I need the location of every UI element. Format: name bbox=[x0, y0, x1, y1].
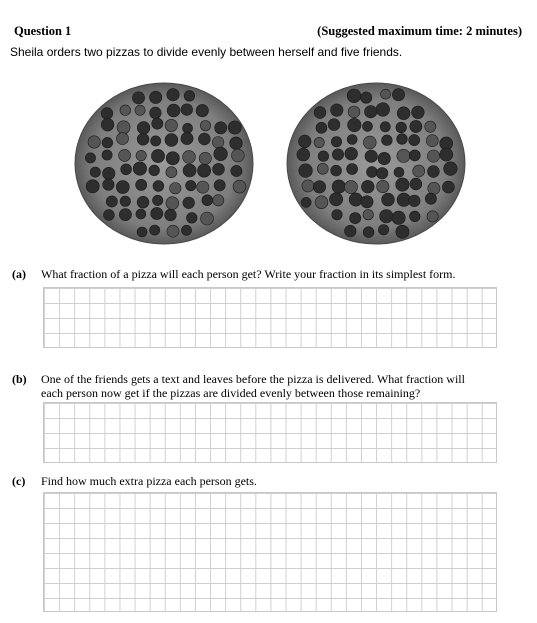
pepperoni-slice bbox=[137, 122, 150, 135]
pepperoni-slice bbox=[380, 210, 393, 223]
pepperoni-slice bbox=[413, 165, 425, 177]
pepperoni-slice bbox=[345, 147, 358, 160]
pepperoni-slice bbox=[316, 122, 327, 133]
pepperoni-slice bbox=[215, 122, 227, 134]
pepperoni-slice bbox=[376, 103, 390, 117]
pepperoni-slice bbox=[442, 181, 454, 193]
pepperoni-slice bbox=[101, 108, 113, 120]
part-c-text: Find how much extra pizza each person gets. bbox=[41, 474, 257, 488]
pepperoni-slice bbox=[330, 193, 343, 206]
pepperoni-slice bbox=[120, 196, 130, 206]
pepperoni-slice bbox=[150, 91, 162, 103]
pepperoni-slice bbox=[361, 196, 373, 208]
pepperoni-slice bbox=[313, 181, 325, 193]
pepperoni-slice bbox=[86, 180, 99, 193]
pepperoni-slice bbox=[135, 105, 145, 115]
pepperoni-slice bbox=[347, 164, 358, 175]
pepperoni-slice bbox=[427, 150, 439, 162]
pepperoni-slice bbox=[167, 225, 179, 237]
pepperoni-slice bbox=[202, 195, 213, 206]
pepperoni-slice bbox=[183, 164, 196, 177]
pepperoni-slice bbox=[116, 181, 129, 194]
pepperoni-slice bbox=[381, 89, 391, 99]
pizza-image bbox=[286, 82, 466, 245]
pepperoni-slice bbox=[363, 121, 373, 131]
answer-grid-c[interactable] bbox=[43, 492, 497, 612]
pepperoni-slice bbox=[315, 196, 328, 209]
pepperoni-slice bbox=[183, 197, 195, 209]
pepperoni-slice bbox=[117, 121, 130, 134]
pepperoni-slice bbox=[137, 196, 149, 208]
part-a-text: What fraction of a pizza will each person get? Write your fraction in its simplest form. bbox=[41, 267, 456, 281]
pepperoni-slice bbox=[152, 118, 163, 129]
pepperoni-slice bbox=[181, 104, 193, 116]
pepperoni-slice bbox=[181, 132, 193, 144]
pepperoni-slice bbox=[165, 134, 178, 147]
pepperoni-slice bbox=[428, 182, 440, 194]
part-a-letter: (a) bbox=[12, 267, 26, 281]
pepperoni-slice bbox=[200, 121, 210, 131]
pepperoni-slice bbox=[119, 209, 131, 221]
pepperoni-slice bbox=[196, 104, 208, 116]
pepperoni-slice bbox=[199, 133, 211, 145]
pepperoni-slice bbox=[397, 134, 408, 145]
pepperoni-slice bbox=[198, 164, 211, 177]
pepperoni-slice bbox=[183, 151, 196, 164]
pepperoni-slice bbox=[380, 122, 390, 132]
pepperoni-slice bbox=[347, 89, 361, 103]
pepperoni-slice bbox=[425, 121, 436, 132]
pepperoni-slice bbox=[101, 118, 114, 131]
pepperoni-slice bbox=[165, 119, 177, 131]
pepperoni-slice bbox=[378, 152, 390, 164]
pepperoni-slice bbox=[332, 210, 342, 220]
question-title: Question 1 bbox=[14, 24, 72, 38]
pizza-image bbox=[74, 82, 254, 245]
pepperoni-slice bbox=[186, 180, 196, 190]
pepperoni-slice bbox=[377, 180, 389, 192]
pepperoni-slice bbox=[233, 180, 246, 193]
pepperoni-slice bbox=[102, 137, 113, 148]
pepperoni-slice bbox=[349, 193, 362, 206]
pepperoni-slice bbox=[345, 225, 357, 237]
pepperoni-slice bbox=[213, 163, 225, 175]
answer-grid-a[interactable] bbox=[43, 287, 497, 348]
pepperoni-slice bbox=[88, 136, 100, 148]
pepperoni-slice bbox=[382, 135, 393, 146]
pepperoni-slice bbox=[409, 135, 420, 146]
pepperoni-slice bbox=[410, 211, 421, 222]
pepperoni-slice bbox=[428, 166, 440, 178]
pepperoni-slice bbox=[317, 163, 328, 174]
pepperoni-slice bbox=[410, 178, 422, 190]
pepperoni-slice bbox=[297, 148, 310, 161]
pepperoni-slice bbox=[85, 153, 95, 163]
pepperoni-slice bbox=[228, 121, 241, 134]
pepperoni-slice bbox=[367, 167, 378, 178]
pepperoni-slice bbox=[409, 195, 421, 207]
pepperoni-slice bbox=[165, 209, 177, 221]
pepperoni-slice bbox=[331, 104, 343, 116]
pepperoni-slice bbox=[167, 104, 180, 117]
pepperoni-slice bbox=[394, 167, 404, 177]
question-intro: Sheila orders two pizzas to divide evenly between herself and five friends. bbox=[10, 45, 403, 59]
pepperoni-slice bbox=[184, 91, 195, 102]
pepperoni-slice bbox=[214, 147, 228, 161]
pepperoni-slice bbox=[231, 165, 242, 176]
pepperoni-slice bbox=[136, 150, 146, 160]
pepperoni-slice bbox=[197, 181, 209, 193]
pepperoni-slice bbox=[104, 210, 115, 221]
pepperoni-slice bbox=[396, 178, 409, 191]
pepperoni-slice bbox=[348, 118, 361, 131]
time-note: (Suggested maximum time: 2 minutes) bbox=[317, 24, 522, 38]
pepperoni-slice bbox=[426, 135, 438, 147]
pepperoni-slice bbox=[137, 227, 147, 237]
pepperoni-slice bbox=[136, 179, 147, 190]
pepperoni-slice bbox=[301, 197, 311, 207]
pepperoni-slice bbox=[299, 135, 312, 148]
pepperoni-slice bbox=[363, 136, 376, 149]
pepperoni-slice bbox=[299, 164, 313, 178]
pepperoni-slice bbox=[396, 225, 409, 238]
part-b-text-line1: One of the friends gets a text and leaves before the pizza is delivered. What fraction will bbox=[41, 372, 465, 386]
pepperoni-slice bbox=[397, 149, 410, 162]
pepperoni-slice bbox=[382, 193, 395, 206]
pepperoni-slice bbox=[151, 207, 163, 219]
pepperoni-slice bbox=[302, 180, 314, 192]
pepperoni-slice bbox=[410, 120, 422, 132]
pepperoni-slice bbox=[137, 133, 149, 145]
pepperoni-slice bbox=[153, 195, 163, 205]
pepperoni-slice bbox=[332, 149, 343, 160]
pepperoni-slice bbox=[133, 162, 146, 175]
pepperoni-slice bbox=[363, 227, 374, 238]
pepperoni-slice bbox=[440, 148, 453, 161]
pepperoni-slice bbox=[230, 137, 243, 150]
pepperoni-slice bbox=[365, 150, 377, 162]
pepperoni-slice bbox=[187, 213, 198, 224]
pepperoni-slice bbox=[153, 181, 164, 192]
pepperoni-slice bbox=[377, 168, 388, 179]
pepperoni-slice bbox=[117, 133, 129, 145]
pepperoni-slice bbox=[166, 152, 179, 165]
pepperoni-slice bbox=[348, 106, 360, 118]
pepperoni-slice bbox=[350, 213, 361, 224]
pepperoni-slice bbox=[166, 167, 177, 178]
pepperoni-slice bbox=[412, 106, 425, 119]
pepperoni-slice bbox=[392, 89, 404, 101]
pepperoni-slice bbox=[378, 225, 388, 235]
pepperoni-slice bbox=[106, 196, 117, 207]
pepperoni-slice bbox=[318, 151, 329, 162]
pepperoni-slice bbox=[121, 164, 132, 175]
pepperoni-slice bbox=[151, 136, 161, 146]
pepperoni-slice bbox=[331, 165, 342, 176]
pepperoni-slice bbox=[396, 122, 407, 133]
pepperoni-slice bbox=[214, 180, 225, 191]
pepperoni-slice bbox=[102, 150, 112, 160]
pepperoni-slice bbox=[149, 165, 160, 176]
pepperoni-slice bbox=[166, 197, 179, 210]
pepperoni-slice bbox=[314, 137, 324, 147]
pepperoni-slice bbox=[119, 149, 131, 161]
pepperoni-slice bbox=[136, 209, 146, 219]
pepperoni-slice bbox=[314, 107, 326, 119]
pepperoni-slice bbox=[425, 193, 436, 204]
pepperoni-slice bbox=[132, 92, 144, 104]
pepperoni-slice bbox=[170, 183, 181, 194]
pepperoni-slice bbox=[392, 211, 405, 224]
pepperoni-slice bbox=[363, 210, 373, 220]
answer-grid-b[interactable] bbox=[43, 402, 497, 463]
part-c-letter: (c) bbox=[12, 474, 26, 488]
pepperoni-slice bbox=[213, 195, 224, 206]
pepperoni-slice bbox=[103, 167, 115, 179]
pepperoni-slice bbox=[167, 89, 179, 101]
pepperoni-slice bbox=[444, 162, 458, 176]
pepperoni-slice bbox=[181, 225, 191, 235]
pepperoni-slice bbox=[332, 180, 345, 193]
pepperoni-slice bbox=[397, 107, 410, 120]
pepperoni-slice bbox=[331, 137, 341, 147]
pepperoni-slice bbox=[362, 180, 375, 193]
pepperoni-slice bbox=[232, 149, 245, 162]
pepperoni-slice bbox=[365, 106, 377, 118]
part-b-letter: (b) bbox=[12, 372, 27, 386]
pepperoni-slice bbox=[103, 179, 114, 190]
pepperoni-slice bbox=[150, 107, 162, 119]
pepperoni-slice bbox=[150, 225, 160, 235]
pepperoni-slice bbox=[345, 181, 358, 194]
pepperoni-slice bbox=[427, 211, 438, 222]
pepperoni-slice bbox=[328, 119, 340, 131]
pepperoni-slice bbox=[409, 150, 420, 161]
part-b-text-line2: each person now get if the pizzas are divided evenly between those remaining? bbox=[41, 386, 421, 400]
pepperoni-slice bbox=[201, 212, 214, 225]
pepperoni-slice bbox=[347, 135, 357, 145]
pepperoni-slice bbox=[183, 123, 193, 133]
pepperoni-slice bbox=[120, 105, 131, 116]
pepperoni-slice bbox=[151, 149, 164, 162]
pepperoni-slice bbox=[199, 152, 211, 164]
pepperoni-slice bbox=[90, 167, 100, 177]
pepperoni-slice bbox=[212, 137, 224, 149]
pepperoni-slice bbox=[361, 92, 372, 103]
